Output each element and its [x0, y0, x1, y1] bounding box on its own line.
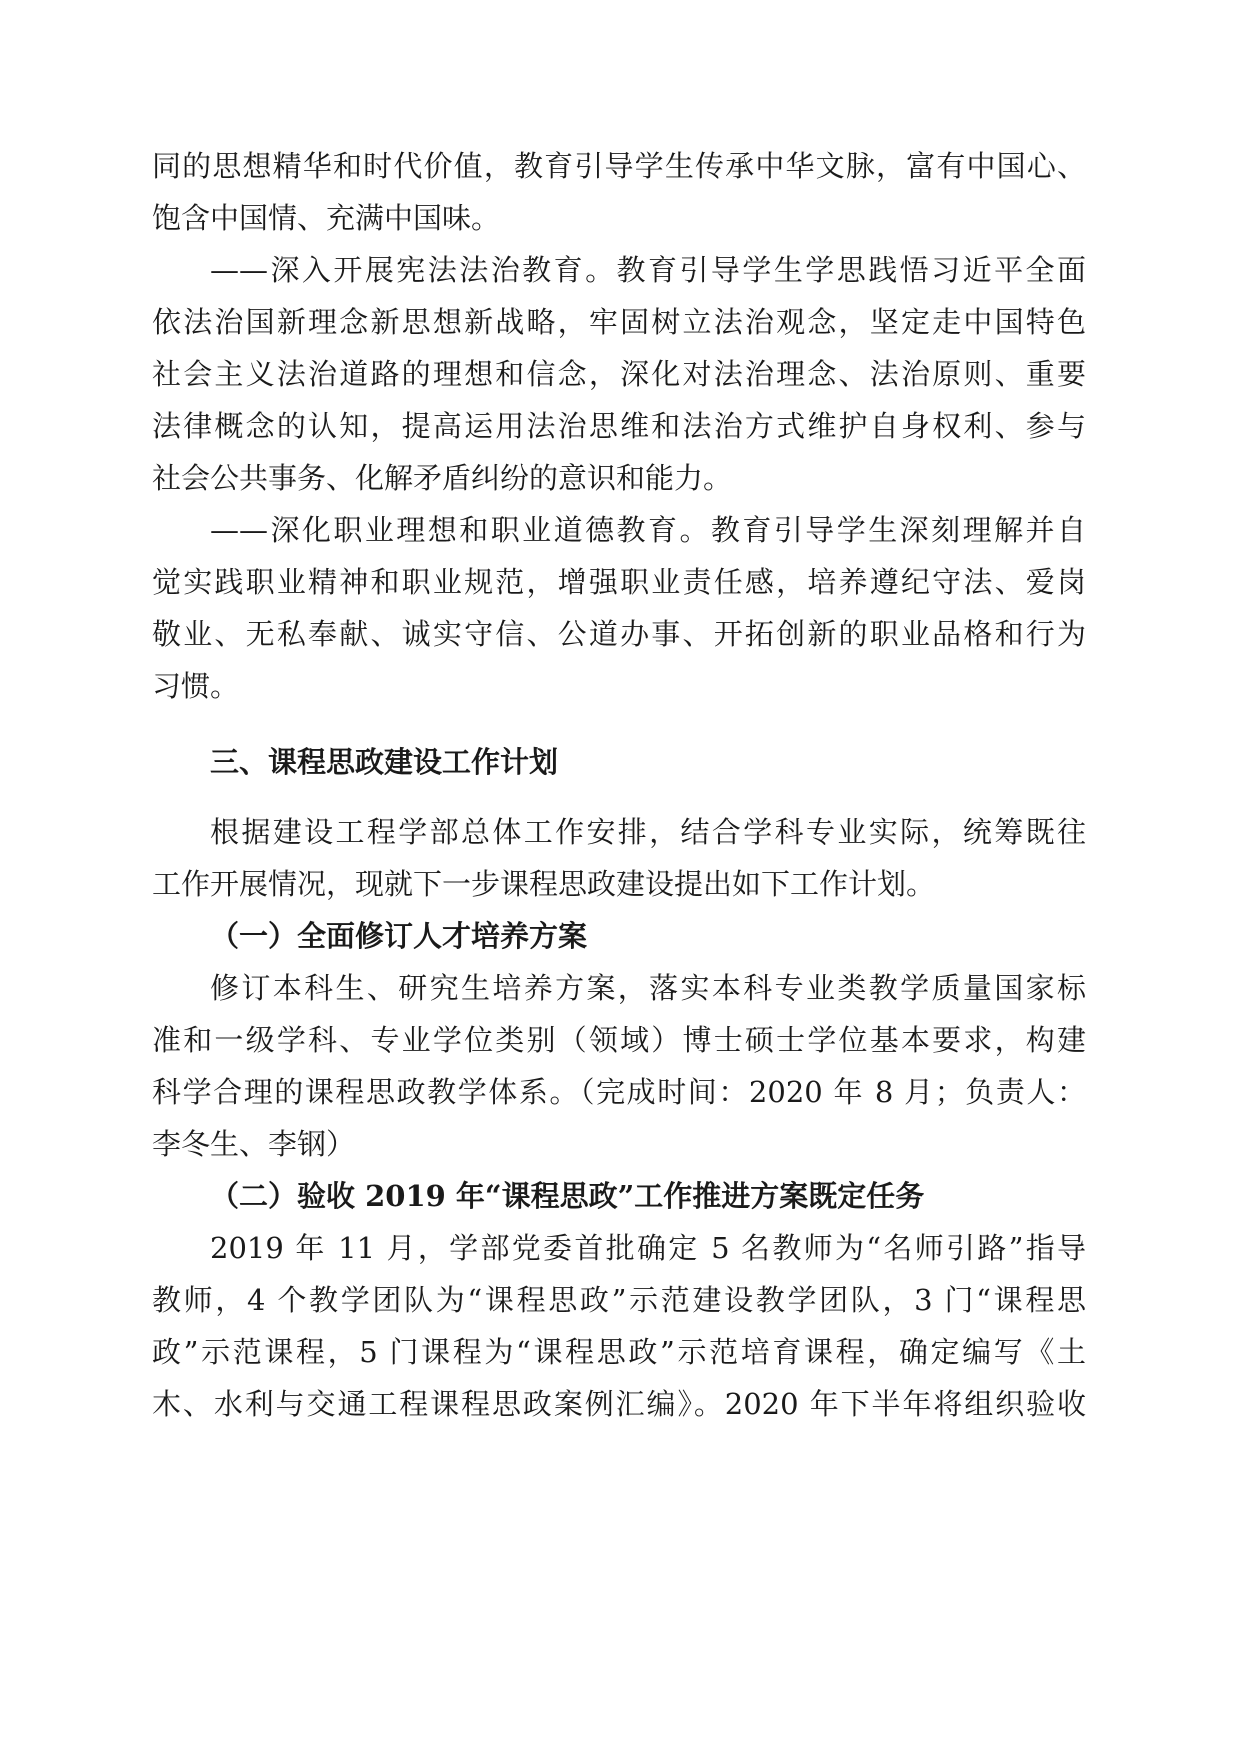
- body-text-line: ——深入开展宪法法治教育。教育引导学生学思践悟习近平全面: [210, 253, 1086, 287]
- body-text-line: 教师，4 个教学团队为“课程思政”示范建设教学团队，3 门“课程思: [152, 1283, 1086, 1317]
- body-text-line: 习惯。: [152, 669, 240, 703]
- body-text-line: 修订本科生、研究生培养方案，落实本科专业类教学质量国家标: [210, 971, 1086, 1005]
- body-text-line: 社会主义法治道路的理想和信念，深化对法治理念、法治原则、重要: [152, 357, 1086, 391]
- body-text-line: 敬业、无私奉献、诚实守信、公道办事、开拓创新的职业品格和行为: [152, 617, 1086, 651]
- body-text-line: 依法治国新理念新思想新战略，牢固树立法治观念，坚定走中国特色: [152, 305, 1086, 339]
- body-text-line: 科学合理的课程思政教学体系。（完成时间：2020 年 8 月；负责人：: [152, 1075, 1086, 1109]
- body-text-line: 2019 年 11 月，学部党委首批确定 5 名教师为“名师引路”指导: [210, 1231, 1086, 1265]
- body-text-line: 木、水利与交通工程课程思政案例汇编》。2020 年下半年将组织验收: [152, 1387, 1086, 1421]
- body-text-line: 李冬生、李钢）: [152, 1127, 356, 1161]
- body-text-line: 饱含中国情、充满中国味。: [152, 201, 501, 235]
- body-text-line: ——深化职业理想和职业道德教育。教育引导学生深刻理解并自: [210, 513, 1086, 547]
- body-text-line: 觉实践职业精神和职业规范，增强职业责任感，培养遵纪守法、爱岗: [152, 565, 1086, 599]
- body-text-line: 法律概念的认知，提高运用法治思维和法治方式维护自身权利、参与: [152, 409, 1086, 443]
- body-text-line: 政”示范课程，5 门课程为“课程思政”示范培育课程，确定编写《土: [152, 1335, 1086, 1369]
- body-text-line: 准和一级学科、专业学位类别（领域）博士硕士学位基本要求，构建: [152, 1023, 1086, 1057]
- body-text-line: 社会公共事务、化解矛盾纠纷的意识和能力。: [152, 461, 733, 495]
- subsection-heading: （一）全面修订人才培养方案: [210, 919, 588, 953]
- body-text-line: 同的思想精华和时代价值，教育引导学生传承中华文脉，富有中国心、: [152, 149, 1086, 183]
- subsection-heading: （二）验收 2019 年“课程思政”工作推进方案既定任务: [210, 1179, 925, 1213]
- section-heading: 三、课程思政建设工作计划: [210, 745, 559, 779]
- body-text-line: 工作开展情况，现就下一步课程思政建设提出如下工作计划。: [152, 867, 936, 901]
- body-text-line: 根据建设工程学部总体工作安排，结合学科专业实际，统筹既往: [210, 815, 1086, 849]
